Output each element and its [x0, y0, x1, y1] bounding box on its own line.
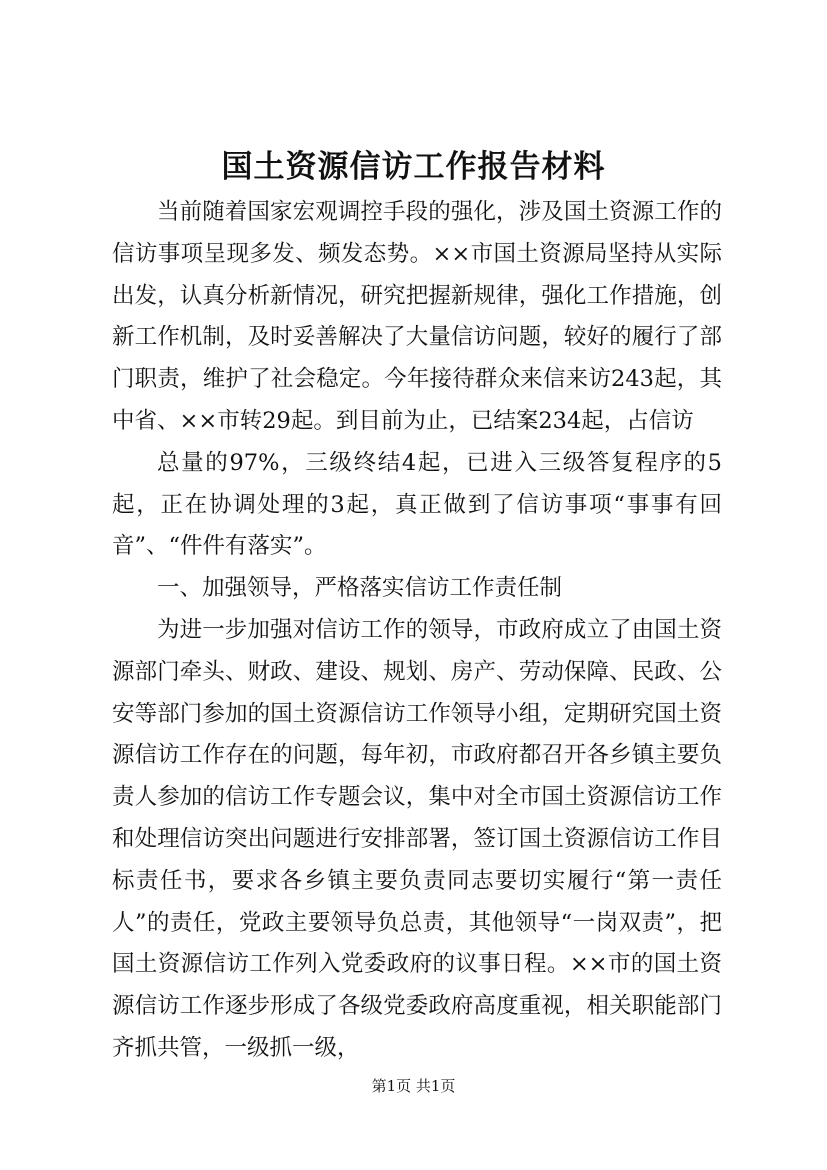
- page-footer: 第1页 共1页: [371, 1077, 456, 1095]
- section-heading: 一、加强领导，严格落实信访工作责任制: [157, 575, 563, 602]
- document-body: [112, 192, 722, 1070]
- paragraph-statistics: 总量的97%，三级终结4起，已进入三级答复程序的5起，正在协调处理的3起，真正做到了信访事项“事事有回音”、“件件有落实”。: [112, 449, 722, 560]
- paragraph-leadership: 为进一步加强对信访工作的领导，市政府成立了由国土资源部门牵头、财政、建设、规划、房产、劳动保障、民政、公安等部门参加的国土资源信访工作领导小组，定期研究国土资源信访工作存在的问题，每年初，市政府都召开各乡镇主要负责人参加的信访工作专题会议，集中对全市国土资源信访工作和处理信访突出问题进行安排部署，签订国土资源信访工作目标责任书，要求各乡镇主要负责同志要切实履行“第一责任人”的责任，党政主要领导负总责，其他领导“一岗双责”，把国土资源信访工作列入党委政府的议事日程。××市的国土资源信访工作逐步形成了各级党委政府高度重视，相关职能部门齐抓共管，一级抓一级，: [112, 616, 722, 1061]
- document-title: 国土资源信访工作报告材料: [221, 149, 606, 185]
- paragraph-intro: 当前随着国家宏观调控手段的强化，涉及国土资源工作的信访事项呈现多发、频发态势。××市国土资源局坚持从实际出发，认真分析新情况，研究把握新规律，强化工作措施，创新工作机制，及时妥善解决了大量信访问题，较好的履行了部门职责，维护了社会稳定。今年接待群众来信来访243起，其中省、××市转29起。到目前为止，已结案234起，占信访: [112, 199, 722, 434]
